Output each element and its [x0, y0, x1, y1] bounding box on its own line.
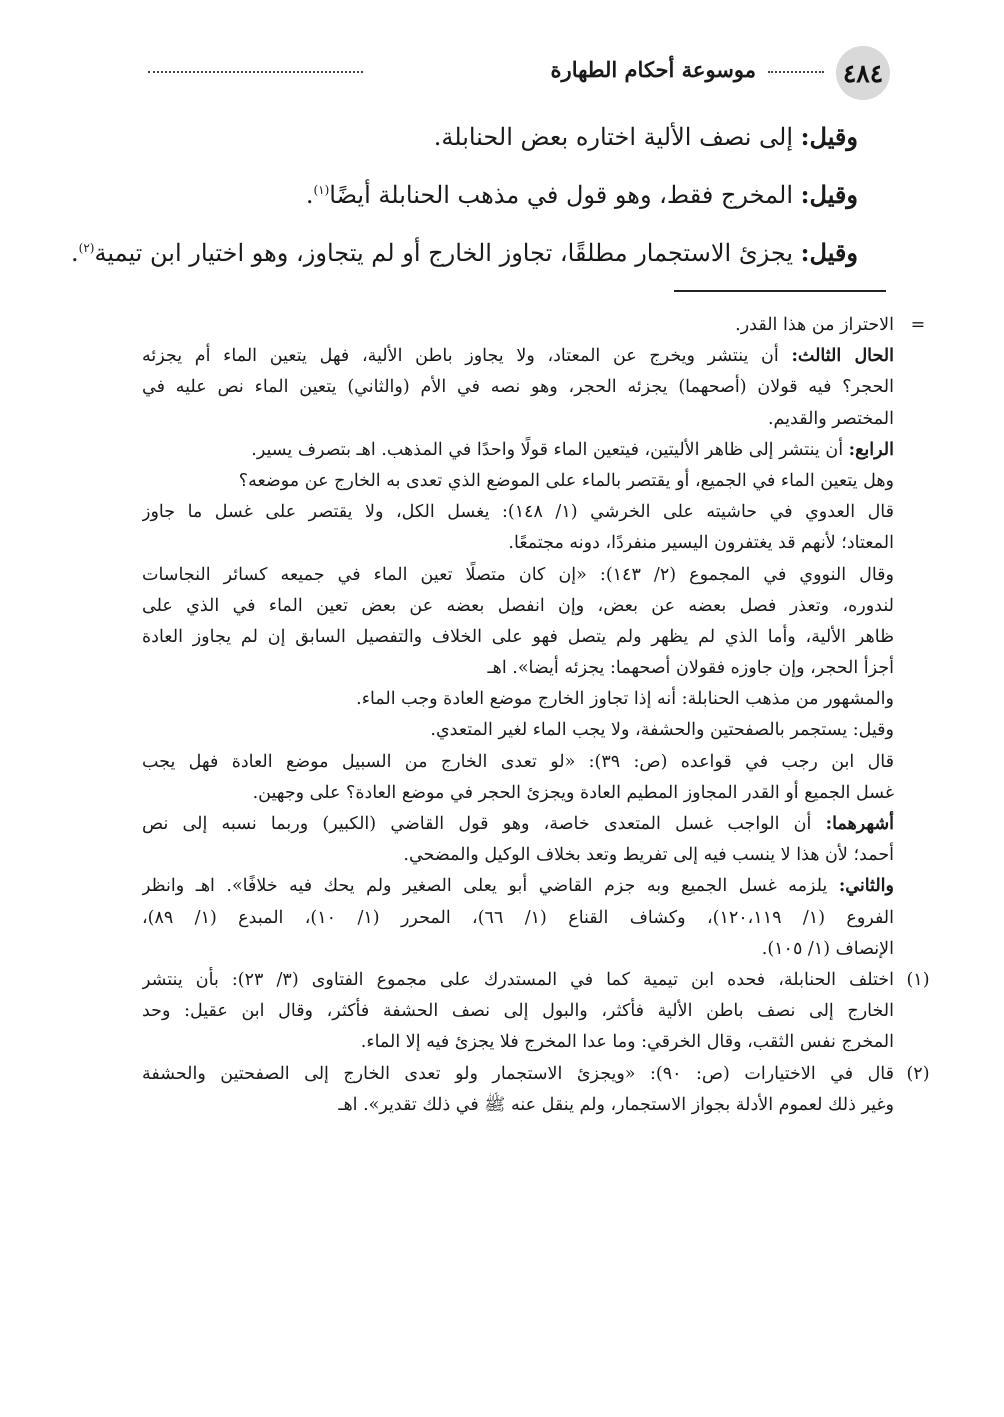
footnote-line	[142, 404, 894, 435]
main-line-lead: وقيل:	[800, 122, 858, 151]
footnote-line	[142, 372, 894, 403]
main-line-end: .	[70, 239, 79, 267]
footnote-line	[142, 871, 894, 902]
footnote-line-lead: الرابع:	[848, 439, 894, 460]
main-line	[138, 108, 858, 166]
footnote-line-text: وهل يتعين الماء في الجميع، أو يقتصر بالماء على الموضع الذي تعدى به الخارج عن موضعه؟	[238, 470, 894, 491]
main-line-lead: وقيل:	[800, 238, 858, 267]
footnote-line	[142, 591, 894, 622]
main-line-text: يجزئ الاستجمار مطلقًا، تجاوز الخارج أو لم يتجاوز، وهو اختيار ابن تيمية	[94, 239, 801, 267]
footnote-line-lead: والثاني:	[838, 876, 894, 897]
footnote-line: اختلف الحنابلة، فحده ابن تيمية كما في المستدرك على مجموع الفتاوى (٣/ ٢٣): بأن ينتشر	[142, 969, 894, 990]
footnote-line-text: الإنصاف (١/ ١٠٥).	[761, 938, 894, 959]
footnote-line	[142, 715, 894, 746]
continued-footnote-lines	[142, 310, 894, 965]
footnote-line	[142, 466, 894, 497]
footnote-line: المخرج نفس الثقب، وقال الخرقي: وما عدا المخرج فلا يجزئ فيه إلا الماء.	[360, 1032, 894, 1053]
footnote-line	[142, 497, 894, 528]
footnote-line: وغير ذلك لعموم الأدلة بجواز الاستجمار، ولم ينقل عنه ﷺ في ذلك تقدير». اهـ	[338, 1094, 894, 1115]
footnote-line-text: أحمد؛ لأن هذا لا ينسب فيه إلى تفريط وتعد بخلاف الوكيل والمضحي.	[403, 845, 894, 866]
header-dots-right	[768, 71, 824, 73]
footnotes	[142, 310, 930, 1121]
footnote-marker: (٢)	[906, 1063, 930, 1084]
footnote-line: الخارج إلى نصف باطن الألية فأكثر، والبول إلى نصف الحشفة فأكثر، وقال ابن عقيل: وحد	[142, 1001, 894, 1022]
footnote-line	[142, 435, 894, 466]
main-line-end: .	[305, 181, 314, 209]
footnote-line-text: وقال النووي في المجموع (٢/ ١٤٣): «إن كان متصلًا تعين الماء في جميعه كسائر النجاسات	[142, 564, 894, 585]
main-line	[70, 224, 858, 282]
footnote-line-text: أجزأ الحجر، وإن جاوزه فقولان أصحهما: يجزئه أيضا». اهـ	[487, 658, 894, 679]
main-text	[70, 108, 858, 282]
footnote-ref[interactable]: (٢)	[78, 241, 95, 255]
footnote-line-text: المختصر والقديم.	[767, 408, 894, 429]
footnote-line-text: ظاهر الألية، وأما الذي لم يظهر ولم يتصل فهو على الخلاف والتفصيل السابق إن لم يجاوز العادة	[142, 626, 894, 647]
footnote-line	[142, 903, 894, 934]
footnote-marker: (١)	[906, 969, 930, 990]
footnote-line	[142, 809, 894, 840]
footnote-line	[142, 341, 894, 372]
footnote-separator	[674, 290, 886, 292]
page-header	[148, 46, 890, 102]
footnote-line	[142, 622, 894, 653]
footnote-line	[142, 934, 894, 965]
main-line	[138, 166, 858, 224]
footnote	[142, 1059, 930, 1121]
footnote-line-text: لندوره، وتعذر فصل بعضه عن بعض، وإن انفصل بعضه عن بعض تعين الماء في الذي على	[142, 595, 894, 616]
footnote-line	[142, 747, 894, 778]
header-dots-left	[148, 71, 363, 73]
footnote-line	[142, 840, 894, 871]
footnote-line	[142, 310, 894, 341]
footnote-line	[142, 684, 894, 715]
footnote-line-text: قال العدوي في حاشيته على الخرشي (١/ ١٤٨): يغسل الكل، ولا يقتصر على غسل ما جاوز	[142, 502, 894, 523]
footnote-line-lead: الحال الثالث:	[791, 346, 894, 367]
footnote-line-text: الحجر؟ فيه قولان (أصحهما) يجزئه الحجر، وهو نصه في الأم (والثاني) يتعين الماء نص عليه في	[142, 377, 894, 398]
page-number: ٤٨٤	[842, 58, 884, 88]
main-line-lead: وقيل:	[800, 180, 858, 209]
page-number-badge	[836, 46, 890, 100]
footnote-line	[142, 560, 894, 591]
footnote-list	[142, 965, 930, 1121]
footnote-line-text: المعتاد؛ لأنهم قد يغتفرون اليسير منفردًا، دونه مجتمعًا.	[508, 533, 894, 554]
running-header	[148, 57, 824, 83]
footnote-line	[142, 653, 894, 684]
continued-footnote	[142, 310, 926, 965]
footnote-line: قال في الاختيارات (ص: ٩٠): «ويجزئ الاستجمار ولو تعدى الخارج إلى الصفحتين والحشفة	[142, 1063, 894, 1084]
main-line-text: المخرج فقط، وهو قول في مذهب الحنابلة أيضًا	[329, 181, 801, 209]
footnote-line-text: يلزمه غسل الجميع وبه جزم القاضي أبو يعلى الصغير ولم يحك فيه خلافًا». اهـ وانظر	[142, 876, 839, 897]
footnote-line-text: غسل الجميع أو القدر المجاوز المطيم العادة ويجزئ الحجر في موضع العادة؟ على وجهين.	[252, 782, 894, 803]
footnote-line-text: أن ينتشر إلى ظاهر الأليتين، فيتعين الماء قولًا واحدًا في المذهب. اهـ بتصرف يسير.	[251, 439, 849, 460]
running-title: موسوعة أحكام الطهارة	[550, 57, 756, 82]
footnote-ref[interactable]: (١)	[313, 183, 330, 197]
main-line-text: إلى نصف الألية اختاره بعض الحنابلة.	[433, 123, 801, 151]
footnote-line-text: الاحتراز من هذا القدر.	[735, 315, 894, 335]
footnote	[142, 965, 930, 1059]
footnote-line-lead: أشهرهما:	[825, 814, 894, 834]
footnote-line-text: قال ابن رجب في قواعده (ص: ٣٩): «لو تعدى الخارج من السبيل موضع العادة فهل يجب	[142, 751, 894, 772]
footnote-line-text: أن ينتشر ويخرج عن المعتاد، ولا يجاوز باطن الألية، فهل يتعين الماء أم يجزئه	[142, 346, 792, 367]
footnote-line-text: الفروع (١/ ١٢٠،١١٩)، وكشاف القناع (١/ ٦٦)، المحرر (١/ ١٠)، المبدع (١/ ٨٩)،	[142, 907, 894, 928]
footnote-line	[142, 778, 894, 809]
continuation-marker: =	[910, 315, 926, 335]
footnote-line-text: أن الواجب غسل المتعدى خاصة، وهو قول القاضي (الكبير) وربما نسبه إلى نص	[142, 814, 826, 834]
footnote-line	[142, 528, 894, 559]
footnote-line-text: والمشهور من مذهب الحنابلة: أنه إذا تجاوز الخارج موضع العادة وجب الماء.	[356, 689, 894, 710]
footnote-line-text: وقيل: يستجمر بالصفحتين والحشفة، ولا يجب الماء لغير المتعدي.	[430, 720, 894, 741]
